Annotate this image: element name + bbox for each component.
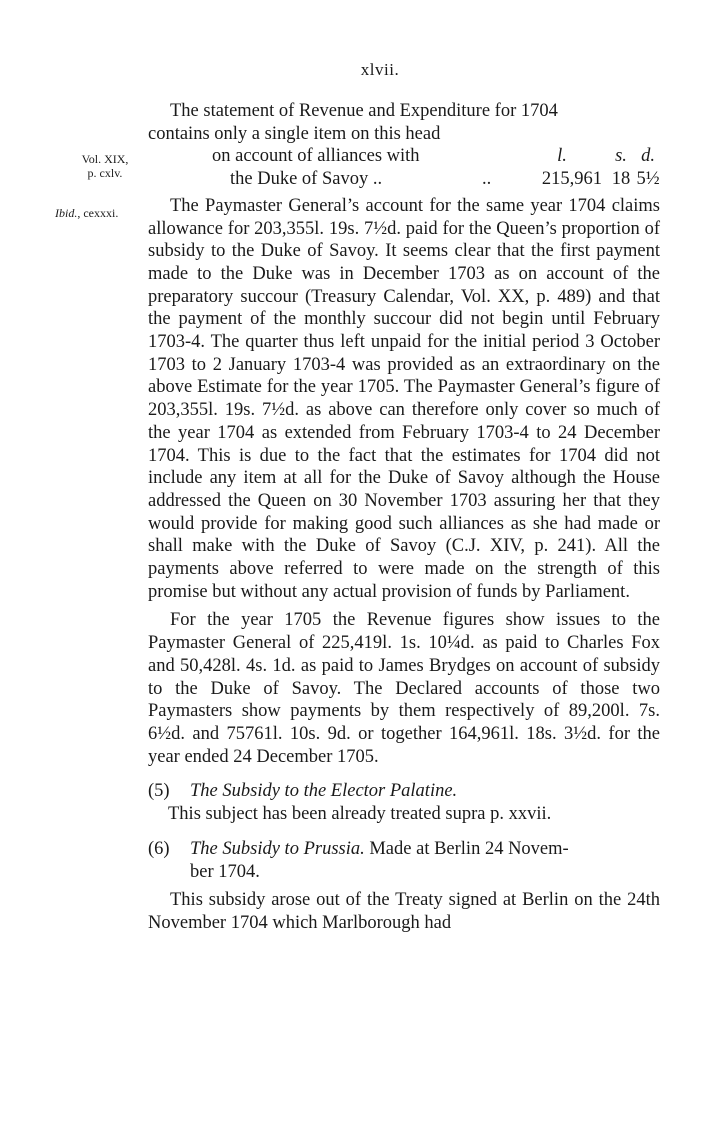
section-5-heading [148, 780, 660, 803]
value-shillings: 18 [611, 169, 631, 190]
col-head-pounds: l. [557, 146, 567, 167]
statement-text-line-4 [148, 168, 482, 191]
statement-values [522, 168, 660, 191]
intro-line-2: contains only a single item on this head [148, 123, 441, 144]
margin-note-line: Vol. XIX, [81, 152, 129, 166]
margin-note-vol-ref [60, 152, 150, 180]
section-6-title-rest: Made at Berlin 24 Novem- [364, 838, 569, 859]
section-6-line-2: ber 1704. [190, 861, 260, 882]
leader-dots-2: .. [482, 169, 492, 190]
statement-row-heading [148, 145, 660, 168]
statement-row-savoy [148, 168, 660, 191]
intro-line-1: The statement of Revenue and Expenditure for 1704 [170, 101, 558, 121]
value-pounds: 215,961 [541, 169, 602, 190]
margin-note-ibid: Ibid. [55, 206, 78, 220]
section-6-heading [148, 838, 660, 861]
paragraph-year-1705: For the year 1705 the Revenue figures show issues to the Paymaster General of 225,419l. 1s. 10¼d. as paid to Charles Fox and 50,428l. 4s. 1d. as paid to James Brydges on account of subsidy to the Duke of Savoy. The Declared accounts of those two Paymasters show payments by them respectively of 89,200l. 7s. 6½d. and 75761l. 10s. 9d. or together 164,961l. 18s. 3½d. for the year ended 24 December 1705. [148, 610, 660, 767]
leader-dots: .. [372, 169, 383, 190]
section-5-text: This subject has been already treated supra p. xxvii. [168, 804, 552, 825]
lsd-column-heads [522, 145, 660, 168]
paragraph-prussia-subsidy: This subsidy arose out of the Treaty signed at Berlin on the 24th November 1704 which Marlborough had [148, 890, 660, 933]
col-head-shillings: s. [615, 146, 627, 167]
page-number: xlvii. [360, 60, 400, 79]
section-5-title-wrap [190, 780, 457, 803]
statement-label: the Duke of Savoy [230, 169, 369, 190]
margin-note-line: p. cxlv. [87, 166, 123, 180]
value-pence: 5½ [636, 169, 660, 190]
margin-note-ibid-page: , cexxxi. [77, 206, 119, 220]
section-5-title: The Subsidy to the Elector Palatine. [190, 781, 458, 802]
statement-text-line-3: on account of alliances with [212, 146, 420, 167]
paragraph-paymaster-account: The Paymaster General’s account for the same year 1704 claims allowance for 203,355l. 19s. 7½d. paid for the Queen’s proportion of subsidy to the Duke of Savoy. It seems clear that the first payment made to the Duke was in December 1703 as on account of the preparatory succour (Treasury Calendar, Vol. XX, p. 489) and that the payment of the monthly succour did not begin until February 1703-4. The quarter thus left unpaid for the initial period 3 October 1703 to 2 January 1703-4 was provided as an extraordinary on the above Estimate for the year 1705. The Paymaster General’s figure of 203,355l. 19s. 7½d. as above can therefore only cover so much of the year 1704 as extended from February 1703-4 to 24 December 1704. This is due to the fact that the estimates for 1704 did not include any item at all for the Duke of Savoy although the House addressed the Queen on 30 November 1703 assuring her that they would provide for making good such alliances as she had made or shall make with the Duke of Savoy (C.J. XIV, p. 241). All the payments above referred to were made on the strength of this promise but without any actual provision of funds by Parliament. [148, 195, 660, 602]
page-body [148, 100, 660, 935]
section-6-title-wrap [190, 838, 569, 861]
section-6-title: The Subsidy to Prussia. [190, 838, 365, 859]
section-6-number: (6) [148, 838, 170, 859]
col-head-pence: d. [641, 146, 655, 167]
section-5-number: (5) [148, 781, 170, 802]
